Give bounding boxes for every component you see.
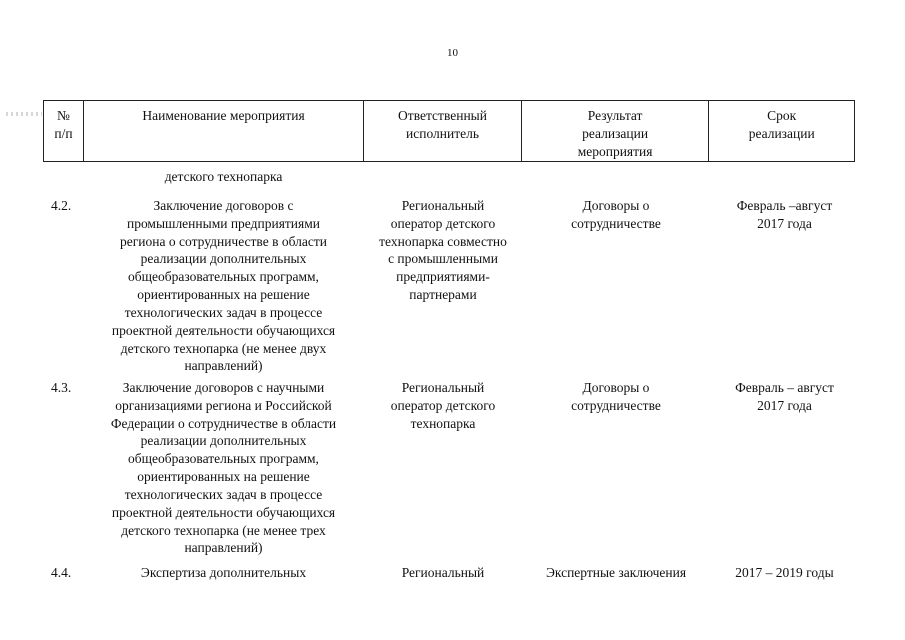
row-result: Договоры о сотрудничестве xyxy=(571,380,661,413)
table-row xyxy=(43,379,855,557)
row-event-name: Заключение договоров с промышленными предприятиями региона о сотрудничестве в области реализации дополнительных общеобразовательных программ, ориентированных на решение технологических задач в процессе проектной деятельности обучающихся детского технопарка (не менее двух направлений) xyxy=(111,198,336,374)
row-term: Февраль –август 2017 года xyxy=(736,198,833,231)
row-responsible: Региональный оператор детского технопарка совместно с промышленными предприятиями- партнерами xyxy=(379,198,507,303)
header-result: Результат реализации мероприятия xyxy=(522,101,710,161)
header-responsible: Ответственный исполнитель xyxy=(364,101,522,161)
page-number: 10 xyxy=(447,47,458,59)
row-term: Февраль – август 2017 года xyxy=(735,380,834,413)
continued-text: детского технопарка xyxy=(164,169,283,184)
row-number: 4.3. xyxy=(51,380,72,395)
table-row xyxy=(43,564,855,582)
row-responsible: Региональный xyxy=(401,565,485,580)
row-event-name: Экспертиза дополнительных xyxy=(140,565,307,580)
header-number: № п/п xyxy=(44,101,84,161)
row-number: 4.4. xyxy=(51,565,72,580)
table-header xyxy=(43,100,855,162)
row-result: Экспертные заключения xyxy=(545,565,687,580)
row-responsible: Региональный оператор детского технопарка xyxy=(390,380,496,431)
table-row xyxy=(43,197,855,375)
row-result: Договоры о сотрудничестве xyxy=(571,198,661,231)
row-term: 2017 – 2019 годы xyxy=(735,565,834,580)
row-number: 4.2. xyxy=(51,198,72,213)
header-term: Срок реализации xyxy=(748,108,815,141)
scan-artifact xyxy=(6,112,42,116)
row-event-name: Заключение договоров с научными организациями региона и Российской Федерации о сотрудничестве в области реализации дополнительных общеобразовательных программ, ориентированных на решение технологических задач в процессе проектной деятельности обучающихся детского технопарка (не менее трех направлений) xyxy=(110,380,337,556)
header-event-name: Наименование мероприятия xyxy=(84,101,364,161)
